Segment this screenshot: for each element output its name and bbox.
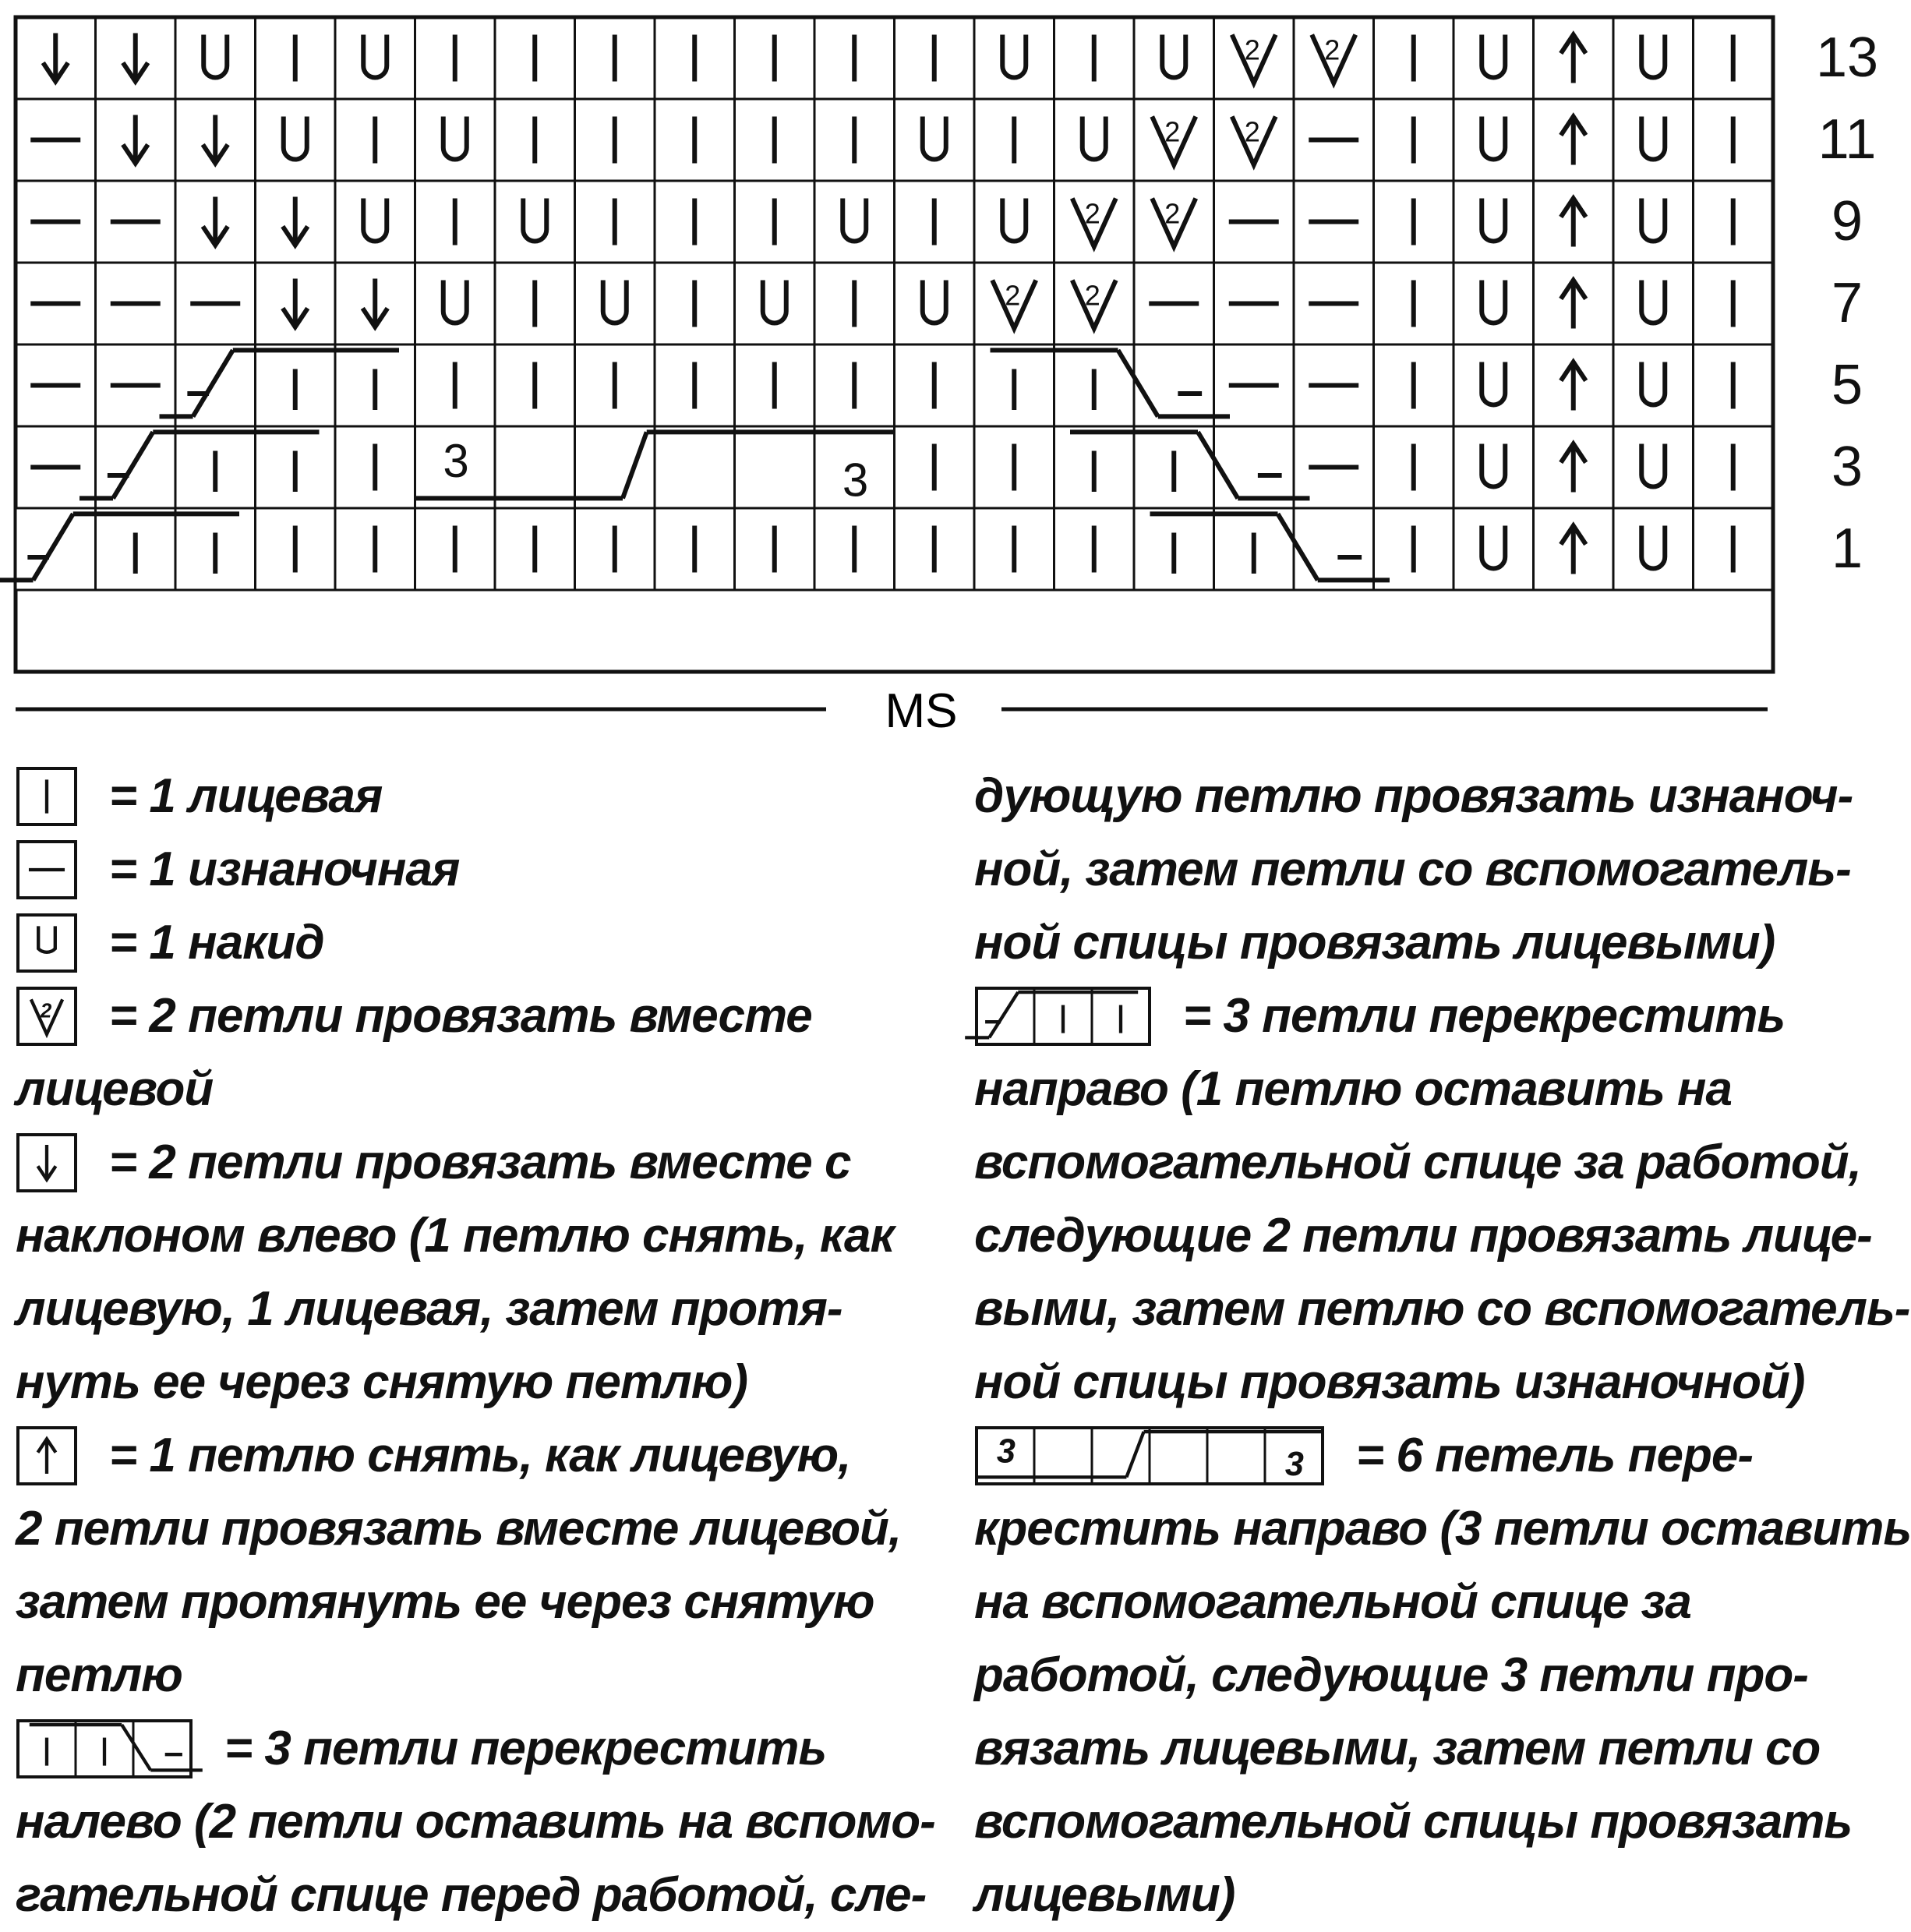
chart-cell-yarn-over (203, 35, 227, 78)
legend-text-line: нуть ее через снятую петлю) (16, 1355, 747, 1409)
legend-text-line: петлю (16, 1648, 182, 1702)
legend-text-line: вспомогательной спицы провязать (974, 1795, 1853, 1849)
legend-text-line: на вспомогательной спице за (974, 1575, 1691, 1629)
chart-cell-cdd (1561, 117, 1586, 165)
row-number: 3 (1831, 436, 1863, 498)
legend-text-line: = 2 петли провязать вместе (109, 989, 812, 1043)
chart-cell-yarn-over (1482, 281, 1505, 323)
chart-cell-yarn-over (1482, 444, 1505, 487)
legend-text-line: = 6 петель пере- (1356, 1429, 1754, 1482)
legend-text-line: лицевой (16, 1062, 214, 1116)
legend-symbol-ssk-icon (16, 1132, 78, 1193)
chart-cell-yarn-over (363, 199, 387, 242)
legend-symbol-knit-icon (16, 766, 78, 827)
cable-label-right: 3 (842, 454, 869, 507)
chart-cell-yarn-over (923, 117, 946, 160)
row-number: 7 (1831, 272, 1863, 334)
chart-cell-yarn-over (363, 35, 387, 78)
legend-entry-yo (16, 906, 920, 980)
chart-cell-k2tog (1072, 280, 1116, 329)
chart-cell-yarn-over (763, 281, 786, 323)
chart-cell-cdd (1561, 35, 1586, 83)
chart-cell-yarn-over (1002, 35, 1026, 78)
legend-symbol-cable6-icon (974, 1425, 1325, 1486)
legend-entry-knit (16, 760, 920, 833)
chart-cell-cdd (1561, 526, 1586, 574)
row-numbers (1816, 26, 1878, 580)
row-number: 9 (1831, 190, 1863, 253)
cable-label-left: 3 (996, 1432, 1015, 1471)
chart-cell-yarn-over (1641, 117, 1665, 160)
chart-cell-yarn-over (1641, 526, 1665, 569)
legend-entry-crossL (16, 1712, 935, 1932)
legend-text-line: лицевыми) (974, 1868, 1235, 1922)
legend-symbol-cdd-icon (16, 1425, 78, 1486)
legend-text-line: = 1 накид (109, 916, 324, 970)
legend-text-line: гательной спице перед работой, сле- (16, 1868, 927, 1922)
chart-cell-k2tog (1152, 198, 1196, 247)
knitting-chart (0, 0, 1879, 748)
legend-text-line: ной спицы провязать изнаночной) (974, 1355, 1805, 1409)
chart-cell-ssk (203, 197, 228, 245)
chart-cell-yarn-over (1482, 117, 1505, 160)
legend-symbol-purl-icon (16, 839, 78, 900)
chart-cell-ssk (362, 279, 387, 327)
glyph-number: 2 (1244, 34, 1260, 66)
legend-symbol-crossL-icon (16, 1718, 193, 1779)
chart-cell-yarn-over (1641, 362, 1665, 405)
chart-cell-yarn-over (443, 117, 467, 160)
chart-cell-yarn-over (1641, 281, 1665, 323)
chart-grid (16, 17, 1773, 672)
legend-text-line: = 1 лицевая (109, 769, 383, 823)
chart-cell-k2tog (1232, 116, 1276, 165)
glyph-number: 2 (1164, 197, 1181, 230)
chart-symbols (0, 34, 1733, 589)
cable-label-left: 3 (443, 435, 469, 488)
chart-cell-yarn-over (1641, 199, 1665, 242)
row-number: 1 (1831, 517, 1863, 580)
legend-text-line: затем протянуть ее через снятую (16, 1575, 874, 1629)
legend-text-line: = 1 петлю снять, как лицевую, (109, 1429, 851, 1482)
chart-cell-yarn-over (1482, 362, 1505, 405)
legend-text-line: дующую петлю провязать изнаноч- (974, 769, 1853, 823)
row-number: 5 (1831, 354, 1863, 416)
legend-text-line: наклоном влево (1 петлю снять, как (16, 1209, 894, 1263)
chart-cell-k2tog (1312, 34, 1355, 83)
chart-cell-ssk (283, 197, 308, 245)
legend-text-line: выми, затем петлю со вспомогатель- (974, 1282, 1910, 1336)
glyph-number: 2 (1244, 115, 1260, 148)
footer-label: MS (885, 684, 958, 738)
chart-cell-ssk (43, 34, 68, 82)
row-number: 13 (1815, 26, 1879, 89)
legend-text-line: = 3 петли перекрестить (224, 1722, 827, 1775)
legend-text-line: 2 петли провязать вместе лицевой, (16, 1502, 902, 1556)
chart-cell-ssk (123, 34, 148, 82)
legend-text-line: ной, затем петли со вспомогатель- (974, 842, 1851, 896)
chart-cell-yarn-over (443, 281, 467, 323)
legend-text-line: вязать лицевыми, затем петли со (974, 1722, 1821, 1775)
glyph-number: 2 (40, 1000, 51, 1023)
legend-text-line: крестить направо (3 петли оставить (974, 1502, 1911, 1556)
legend-symbol-yo-icon (16, 913, 78, 973)
chart-cell-k2tog (992, 280, 1036, 329)
cable-label-right: 3 (1284, 1446, 1303, 1484)
chart-cell-yarn-over (603, 281, 627, 323)
chart-cell-ssk (203, 115, 228, 164)
chart-cell-yarn-over (923, 281, 946, 323)
glyph-number: 2 (1084, 279, 1100, 312)
chart-cell-k2tog (1232, 34, 1276, 83)
chart-cell-yarn-over (523, 199, 546, 242)
chart-cell-k2tog (1152, 116, 1196, 165)
chart-cell-k2tog (1072, 198, 1116, 247)
legend-entry-cable6 (974, 1419, 1911, 1932)
legend-entry-purl (16, 833, 920, 906)
chart-cell-ssk (283, 279, 308, 327)
legend-symbol-k2tog-icon (16, 986, 78, 1047)
legend-left-column (16, 760, 935, 1932)
legend-text-line: следующие 2 петли провязать лице- (974, 1209, 1872, 1263)
legend-text-line: = 3 петли перекрестить (1183, 989, 1786, 1043)
glyph-number: 2 (1324, 34, 1341, 66)
glyph-number: 2 (1084, 197, 1100, 230)
legend-right-column (974, 760, 1911, 1932)
chart-footer (16, 684, 1768, 738)
legend-text-line: налево (2 петли оставить на вспомо- (16, 1795, 935, 1849)
chart-cell-yarn-over (1083, 117, 1106, 160)
legend-text-line: вспомогательной спице за работой, (974, 1136, 1861, 1189)
chart-cell-cdd (1561, 281, 1586, 329)
legend-text-line: работой, следующие 3 петли про- (974, 1648, 1808, 1702)
chart-cell-yarn-over (1002, 199, 1026, 242)
chart-cell-yarn-over (1641, 444, 1665, 487)
legend-entry-ssk (16, 1126, 920, 1419)
legend-text-line: направо (1 петлю оставить на (974, 1062, 1732, 1116)
glyph-number: 2 (1005, 279, 1021, 312)
legend-entry-continuation (974, 760, 1855, 980)
chart-cell-cdd (1561, 362, 1586, 411)
chart-cell-yarn-over (284, 117, 307, 160)
chart-cell-ssk (123, 115, 148, 164)
legend-symbol-crossR-icon (974, 986, 1152, 1047)
legend-text-line: = 1 изнаночная (109, 842, 460, 896)
legend-text-line: ной спицы провязать лицевыми) (974, 916, 1775, 970)
legend-entry-k2tog (16, 980, 920, 1126)
legend-text-line: = 2 петли провязать вместе с (109, 1136, 851, 1189)
chart-cell-cdd (1561, 199, 1586, 247)
legend-entry-crossR (974, 980, 1910, 1419)
glyph-number: 2 (1164, 115, 1181, 148)
row-number: 11 (1817, 108, 1877, 171)
chart-cell-yarn-over (1162, 35, 1185, 78)
chart-cell-yarn-over (1482, 199, 1505, 242)
legend-entry-cdd (16, 1419, 920, 1712)
chart-cell-yarn-over (842, 199, 866, 242)
chart-cell-cdd (1561, 444, 1586, 493)
legend-text-line: лицевую, 1 лицевая, затем протя- (16, 1282, 842, 1336)
chart-cell-yarn-over (1641, 35, 1665, 78)
chart-cell-yarn-over (1482, 35, 1505, 78)
chart-cell-yarn-over (1482, 526, 1505, 569)
